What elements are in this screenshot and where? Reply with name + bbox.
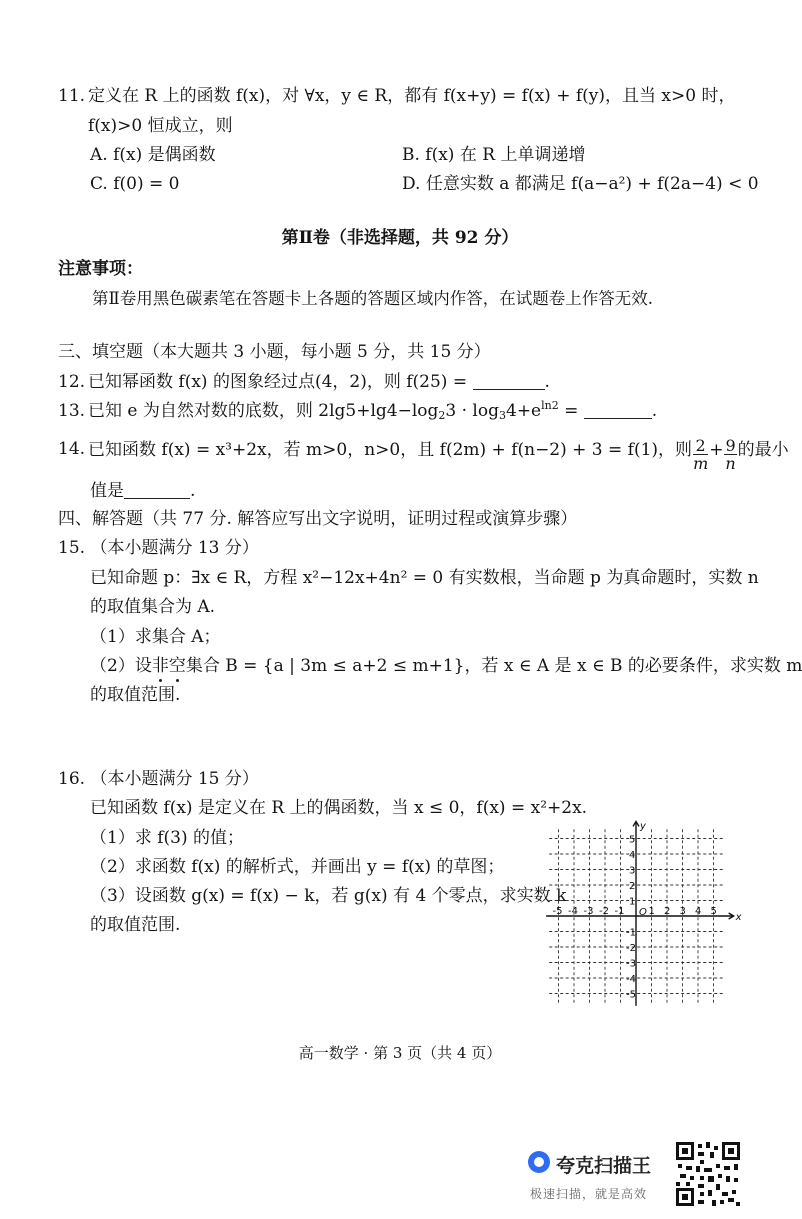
q14-text: 已知函数 f(x) = x³+2x，若 m>0，n>0，且 f(2m) + f(n−2) + 3 = f(1)，则 (88, 440, 693, 460)
y-tick-label: -1 (626, 927, 636, 939)
x-tick-label: -3 (583, 906, 594, 917)
q12-text: 已知幂函数 f(x) 的图象经过点(4，2)，则 f(25) = (88, 372, 468, 392)
y-tick-label: 3 (629, 865, 636, 877)
q11-option-b: B. f(x) 在 R 上单调递增 (402, 145, 586, 165)
x-tick-label: -5 (552, 906, 563, 917)
q11-stem-line1: 定义在 R 上的函数 f(x)，对 ∀x，y ∈ R，都有 f(x+y) = f(x) + f(y)，且当 x>0 时， (88, 86, 736, 106)
q12-line: 已知幂函数 f(x) 的图象经过点(4，2)，则 f(25) = . (88, 372, 550, 392)
qr-code-icon (676, 1142, 740, 1206)
q15-line1: 已知命题 p：∃x ∈ R，方程 x²−12x+4n² = 0 有实数根，当命题 p 为真命题时，实数 n (90, 568, 759, 588)
q15-emphasis-2: 空 (168, 656, 186, 676)
y-axis-label: y (640, 821, 646, 832)
y-tick-label: -3 (626, 958, 636, 970)
q16-line-end: 的取值范围. (90, 915, 181, 935)
q15-header: 15. （本小题满分 13 分） (58, 538, 259, 558)
x-tick-label: -4 (568, 906, 578, 917)
q12-number: 12. (58, 372, 86, 392)
x-tick-label: 4 (695, 906, 702, 917)
q13-log-base-2: 3 (499, 409, 506, 422)
q14-line (88, 437, 789, 472)
part4-heading: 四、解答题（共 77 分. 解答应写出文字说明，证明过程或演算步骤） (58, 509, 578, 529)
q15-line-end: 的取值范围. (90, 685, 181, 705)
y-tick-label: 4 (629, 850, 636, 861)
q14-plus: + (709, 440, 724, 460)
notice-heading: 注意事项： (58, 259, 143, 279)
x-tick-label: -1 (614, 906, 625, 917)
q14-fraction-2: $\frac{9}{n}$ (725, 436, 736, 473)
q16-sub3: （3）设函数 g(x) = f(x) − k，若 g(x) 有 4 个零点，求实数 k (90, 886, 567, 906)
q14-line2-text: 值是 (90, 481, 124, 501)
q11-option-a: A. f(x) 是偶函数 (90, 145, 216, 165)
q14-tail: 的最小 (737, 440, 789, 460)
q16-header: 16. （本小题满分 15 分） (58, 769, 259, 789)
y-tick-label: -5 (626, 989, 636, 1001)
x-axis-label: x (735, 912, 742, 923)
y-tick-label: -2 (626, 943, 636, 954)
q15-sub1: （1）求集合 A； (90, 627, 221, 647)
notice-text: 第Ⅱ卷用黑色碳素笔在答题卡上各题的答题区域内作答，在试题卷上作答无效. (92, 289, 653, 308)
watermark-slogan: 极速扫描，就是高效 (530, 1187, 648, 1201)
y-tick-label: 1 (629, 896, 636, 908)
q14-number: 14. (58, 439, 86, 459)
q13-text-c: 4+e (506, 401, 542, 421)
y-tick-label: 5 (629, 834, 636, 846)
q11-option-d: D. 任意实数 a 都满足 f(a−a²) + f(2a−4) < 0 (402, 174, 759, 194)
q13-text-a: 已知 e 为自然对数的底数，则 2lg5+lg4−log (88, 401, 439, 421)
q13-exponent: ln2 (541, 399, 559, 412)
x-tick-label: 2 (664, 906, 671, 917)
q15-sub2 (90, 654, 802, 678)
q13-log-base-1: 2 (438, 409, 446, 422)
y-tick-label: 2 (629, 881, 636, 892)
x-tick-label: 3 (679, 906, 686, 917)
coordinate-grid (552, 821, 746, 1001)
q14-fraction-1: $\frac{2}{m}$ (693, 436, 709, 473)
q13-text-b: 3 · log (445, 401, 499, 421)
x-tick-label: 5 (710, 906, 717, 917)
origin-label: O (639, 907, 647, 918)
q11-stem-line2: f(x)>0 恒成立，则 (88, 116, 233, 136)
q13-answer-blank[interactable] (584, 400, 652, 419)
section-title: 第Ⅱ卷（非选择题，共 92 分） (281, 228, 519, 248)
q12-answer-blank[interactable] (473, 371, 545, 390)
q16-sub1: （1）求 f(3) 的值； (90, 828, 244, 848)
watermark-brand: 夸克扫描王 (556, 1155, 652, 1177)
q15-sub2-b: 集合 B = {a | 3m ≤ a+2 ≤ m+1}，若 x ∈ A 是 x ∈ B 的必要条件，求实数 m (185, 656, 802, 676)
x-tick-label: -2 (599, 906, 609, 917)
scanner-logo-icon (528, 1151, 550, 1173)
q14-answer-blank[interactable] (124, 480, 190, 499)
q15-emphasis-1: 非 (151, 656, 169, 676)
q13-number: 13. (58, 401, 86, 421)
q13-line: 已知 e 为自然对数的底数，则 $2\lg 5+\lg 4-\log_23 \cdot \log_34+e^{ln2}$ = . (88, 399, 658, 422)
q16-sub2: （2）求函数 f(x) 的解析式，并画出 y = f(x) 的草图； (90, 857, 505, 877)
q11-option-c: C. f(0) = 0 (90, 174, 180, 194)
y-tick-label: -4 (626, 974, 636, 985)
q16-line1: 已知函数 f(x) 是定义在 R 上的偶函数，当 x ≤ 0，f(x) = x²+2x. (90, 798, 588, 818)
q13-equals: = (558, 401, 579, 421)
part3-heading: 三、填空题（本大题共 3 小题，每小题 5 分，共 15 分） (58, 342, 491, 362)
q14-line2: 值是 . (90, 481, 196, 501)
q15-line2: 的取值集合为 A. (90, 597, 216, 617)
page-footer: 高一数学 · 第 3 页（共 4 页） (298, 1044, 502, 1062)
x-tick-label: 1 (648, 906, 655, 917)
q11-number: 11. (58, 86, 86, 106)
q15-sub2-a: （2）设 (90, 656, 152, 676)
